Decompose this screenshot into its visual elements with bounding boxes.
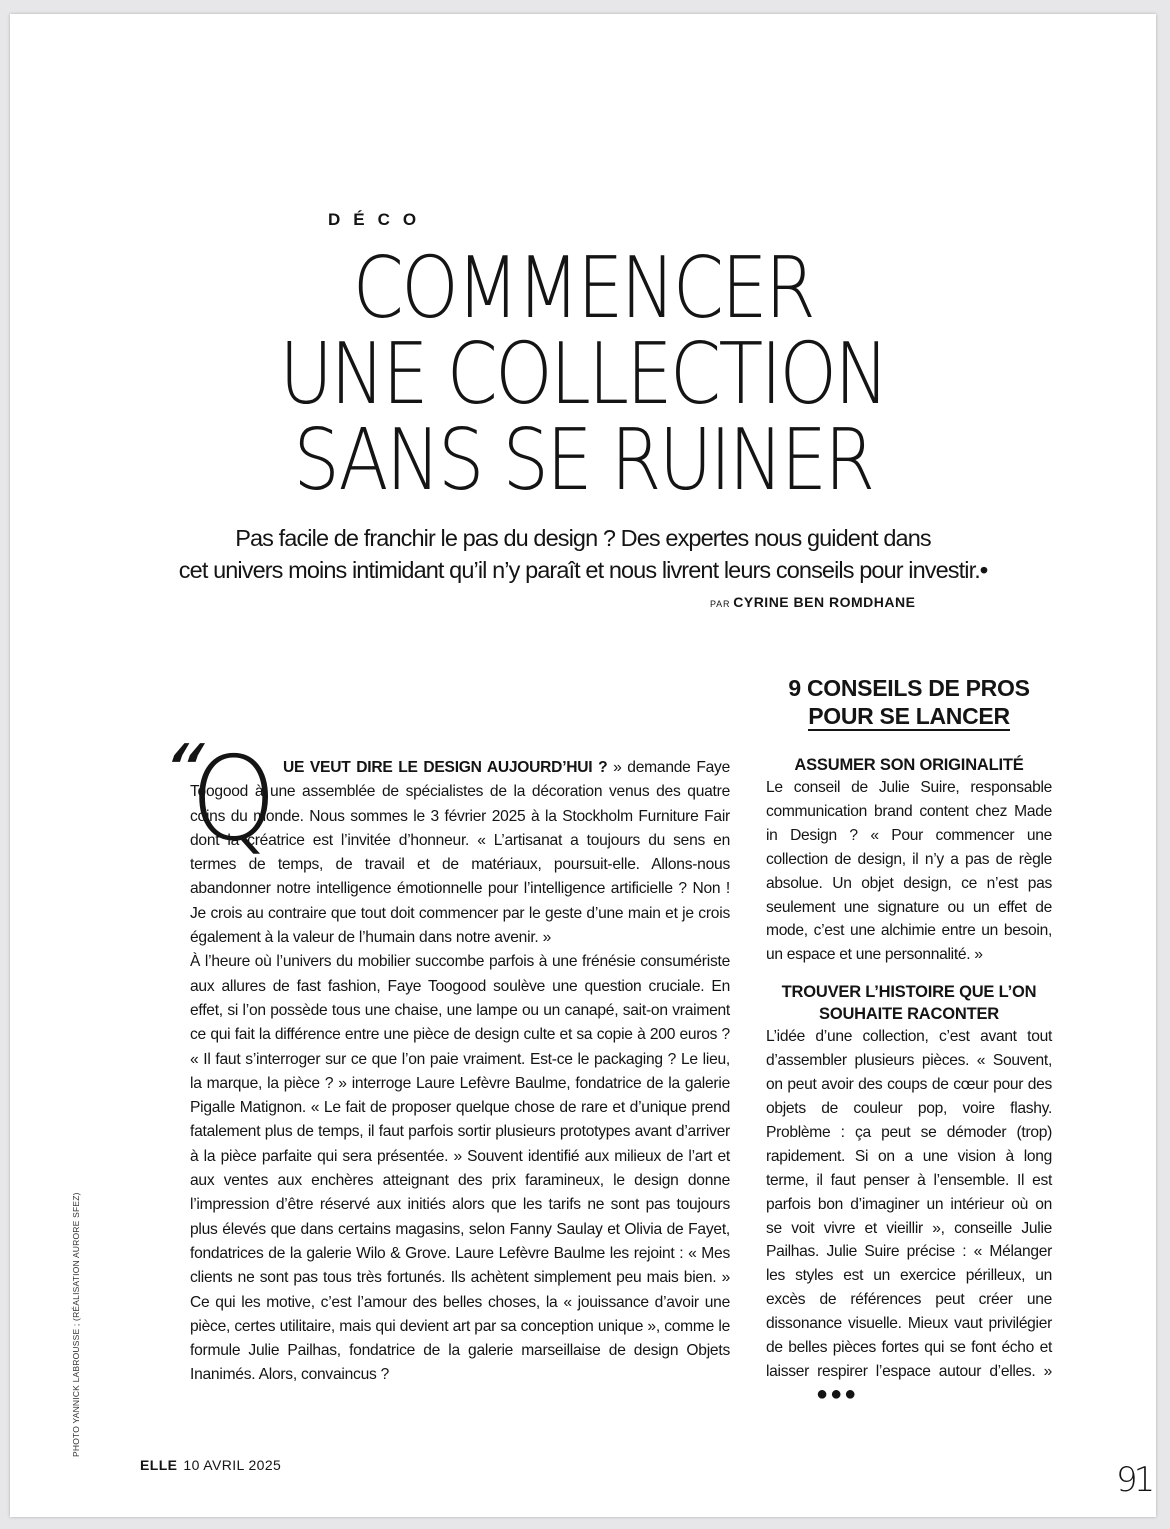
tip-text-2: L’idée d’une collection, c’est avant tout d’assembler plusieurs pièces. « Souvent, on peut avoir des coups de cœur pour des objets de couleur pop, voire flashy. Problème : ça peut se démoder (trop) rapidement. Si on a une vision à long terme, il faut penser à l’ensemble. Il est parfois bon d’imaginer un intérieur où on se voit vivre et vieillir », conseille Julie Pailhas. Julie Suire précise : « Mélanger les styles est un exercice périlleux, un excès de références peut créer une dissonance visuelle. Mieux vaut privilégier de belles pièces fortes qui se font écho et laisser respirer l’espace autour d’elles. »●●● (766, 1028, 1052, 1405)
sidebar-title (766, 674, 1052, 730)
continue-marker: ●●● (816, 1382, 859, 1405)
tip-heading-2: TROUVER L’HISTOIRE QUE L’ON SOUHAITE RACONTER (781, 983, 1037, 1024)
tip-heading-1: ASSUMER SON ORIGINALITÉ (794, 756, 1024, 774)
lead-in: UE VEUT DIRE LE DESIGN AUJOURD’HUI ? (283, 759, 608, 776)
byline-prefix: PAR (710, 599, 731, 609)
article-paragraph-1: UE VEUT DIRE LE DESIGN AUJOURD’HUI ? » demande Faye Toogood à une assemblée de spécialistes de la décoration venus des quatre coins du monde. Nous sommes le 3 février 2025 à la Stockholm Furniture Fair dont la créatrice est l’invitée d’honneur. « L’artisanat a toujours du sens en termes de temps, de travail et de matériaux, poursuit-elle. Allons-nous abandonner notre intelligence émotionnelle pour l’intelligence artificielle ? Non ! Je crois au contraire que tout doit commencer par le geste d’une main et je crois également à la valeur de l’humain dans notre avenir. » (190, 759, 730, 947)
standfirst (120, 522, 1046, 586)
headline-line-1: COMMENCER (352, 239, 814, 338)
article-body (190, 756, 730, 1388)
byline (710, 594, 1110, 610)
page-footer (140, 1457, 281, 1473)
standfirst-end-mark: • (979, 557, 988, 583)
issue-date: 10 AVRIL 2025 (183, 1457, 282, 1473)
sidebar-title-line-1: 9 CONSEILS DE PROS (788, 675, 1030, 701)
tip-text-1: Le conseil de Julie Suire, responsable communication brand content chez Made in Design ? « Pour commencer une collection de design, il n’y a pas de règle absolue. Un objet design, ce n’est pas seulement une signature ou un effet de mode, c’est une alchimie entre un besoin, un espace et une personnalité. » (766, 779, 1052, 964)
magazine-page (10, 14, 1156, 1517)
byline-author: CYRINE BEN ROMDHANE (733, 594, 916, 610)
headline-line-3: SANS SE RUINER (293, 411, 873, 510)
article-paragraph-2: À l’heure où l’univers du mobilier succombe parfois à une frénésie consumériste aux allures de fast fashion, Faye Toogood soulève une question cruciale. En effet, si l’on possède tous une chaise, une lampe ou un canapé, sait-on vraiment ce qui fait la différence entre une pièce de design culte et sa copie à 200 euros ? « Il faut s’interroger sur ce que l’on paie vraiment. Est-ce le packaging ? Le lieu, la marque, la pièce ? » interroge Laure Lefèvre Baulme, fondatrice de la galerie Pigalle Matignon. « Le fait de proposer quelque chose de rare et d’unique prend fatalement plus de temps, il faut parfois sortir plusieurs prototypes avant d’arriver à la pièce parfaite qui sera présentée. » Souvent identifié aux milieux de l’art et aux ventes aux enchères atteignant des prix faramineux, le design donne l’impression d’être réservé aux initiés alors que les tarifs ne sont pas toujours plus élevés que dans certains magasins, selon Fanny Saulay et Olivia de Fayet, fondatrices de la galerie Wilo & Grove. Laure Lefèvre Baulme les rejoint : « Mes clients ne sont pas tous très fortunés. Ils achètent simplement peu mais bien. » Ce qui les motive, c’est l’amour des belles choses, la « jouissance d’avoir une pièce, certes utilitaire, mais qui devient art par sa conception unique », comme le formule Julie Pailhas, fondatrice de la galerie marseillaise de design Objets Inanimés. Alors, convaincus ? (190, 953, 730, 1384)
section-rubric: DÉCO (328, 210, 430, 229)
opening-quote-mark: “ (153, 729, 193, 819)
sidebar-tips (766, 674, 1052, 1408)
sidebar-title-line-2: POUR SE LANCER (808, 703, 1010, 729)
photo-credit: PHOTO YANNICK LABROUSSE ; (RÉALISATION AURORE SFEZ) (71, 1192, 81, 1457)
standfirst-line-2: cet univers moins intimidant qu’il n’y paraît et nous livrent leurs conseils pour investir.• (178, 557, 988, 583)
drop-cap: Q (190, 732, 278, 867)
headline-line-2: UNE COLLECTION (279, 325, 887, 424)
page-number: 91 (1116, 1460, 1152, 1500)
headline (193, 239, 972, 510)
standfirst-line-1: Pas facile de franchir le pas du design ? Des expertes nous guident dans (235, 525, 931, 551)
magazine-name: ELLE (140, 1457, 178, 1473)
